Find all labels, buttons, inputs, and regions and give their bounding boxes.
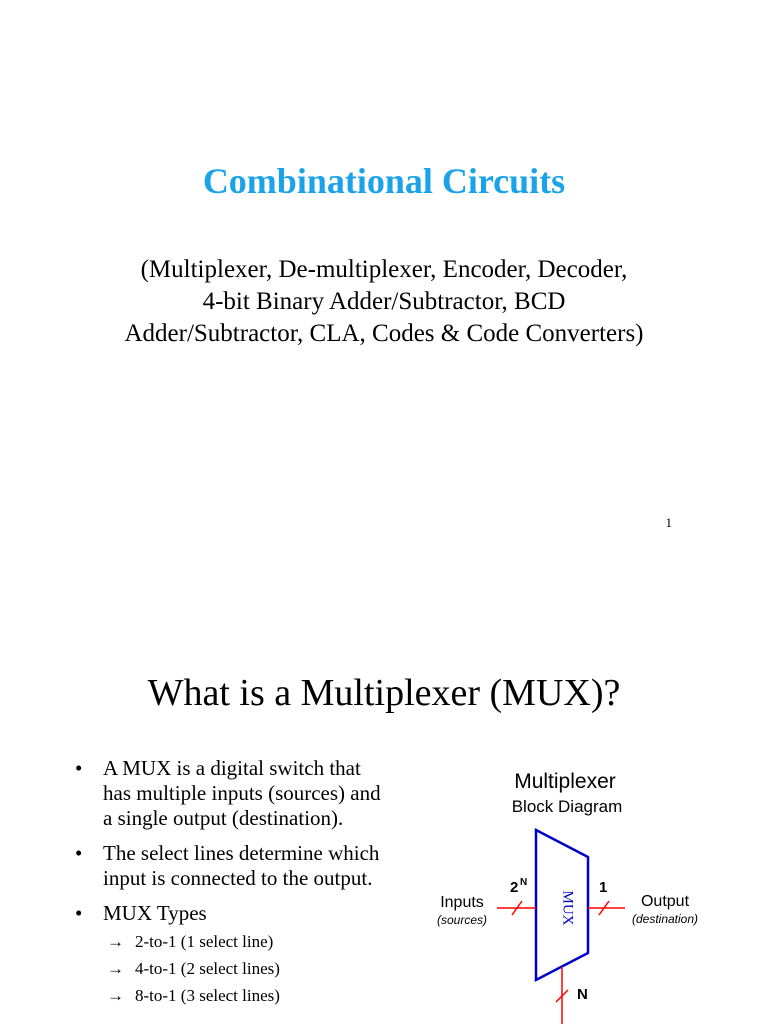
inputs-width-exponent: N: [520, 877, 528, 888]
mux-label: MUX: [559, 890, 576, 926]
slide-title: Combinational Circuits: [202, 161, 566, 201]
bullet-item: [75, 756, 425, 831]
bullet-icon: •: [75, 756, 83, 780]
output-width: 1: [599, 879, 608, 896]
bullet-text: has multiple inputs (sources) and: [103, 781, 381, 805]
diagram-subtitle: Block Diagram: [511, 797, 623, 816]
inputs-label: Inputs: [440, 894, 484, 911]
slide-subtitle: [60, 254, 708, 350]
mux-block-diagram: [425, 760, 725, 1024]
bullet-list: [75, 756, 425, 1009]
bullet-text: The select lines determine which: [103, 841, 380, 865]
arrow-icon: →: [107, 986, 124, 1005]
subtitle-line: Adder/Subtractor, CLA, Codes & Code Converters): [124, 320, 644, 347]
inputs-note: (sources): [436, 913, 488, 927]
mux-type-item: [75, 982, 425, 1009]
bullet-text: input is connected to the output.: [103, 866, 373, 890]
output-note: (destination): [631, 912, 699, 926]
slide-title: What is a Multiplexer (MUX)?: [147, 672, 621, 714]
output-label: Output: [640, 893, 690, 910]
bullet-text: A MUX is a digital switch that: [103, 756, 361, 780]
bullet-item: [75, 901, 425, 926]
inputs-width-base: 2: [510, 879, 519, 896]
bullet-icon: •: [75, 901, 83, 925]
bullet-item: [75, 841, 425, 891]
bullet-text: a single output (destination).: [103, 806, 344, 830]
arrow-icon: →: [107, 932, 124, 951]
mux-type-text: 8-to-1 (3 select lines): [135, 986, 280, 1005]
mux-type-item: [75, 928, 425, 955]
subtitle-line: 4-bit Binary Adder/Subtractor, BCD: [202, 288, 566, 315]
subtitle-line: (Multiplexer, De-multiplexer, Encoder, Decoder,: [140, 256, 628, 283]
bullet-icon: •: [75, 841, 83, 865]
select-width: N: [577, 986, 588, 1003]
mux-type-text: 4-to-1 (2 select lines): [135, 959, 280, 978]
page-number: 1: [665, 515, 672, 530]
mux-type-text: 2-to-1 (1 select line): [135, 932, 274, 951]
arrow-icon: →: [107, 959, 124, 978]
diagram-title: Multiplexer: [514, 770, 616, 793]
mux-type-item: [75, 955, 425, 982]
bullet-text: MUX Types: [103, 901, 207, 925]
